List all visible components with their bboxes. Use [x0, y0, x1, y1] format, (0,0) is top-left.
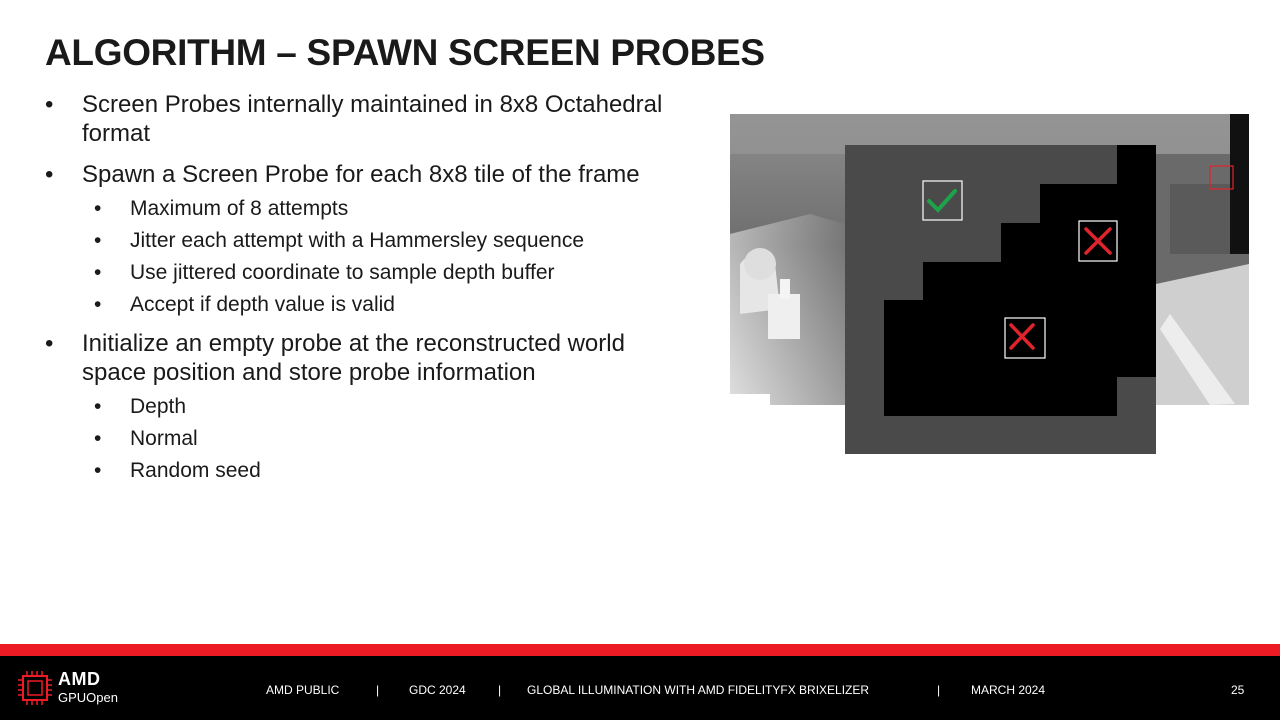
- bullet-dot: •: [94, 395, 102, 418]
- sub-bullet-item: [45, 260, 695, 285]
- sub-bullet-item: [45, 458, 695, 483]
- sub-bullet-text: Use jittered coordinate to sample depth buffer: [130, 261, 555, 284]
- bullet-text: Spawn a Screen Probe for each 8x8 tile of the frame: [82, 161, 640, 188]
- bullet-list: [45, 90, 695, 483]
- bullet-item: [45, 160, 695, 189]
- footer-separator: |: [376, 683, 380, 697]
- tile-grid-diagram: [845, 145, 1156, 454]
- footer-date: MARCH 2024: [971, 683, 1046, 697]
- footer-accent-bar: [0, 644, 1280, 656]
- footer-classification: AMD PUBLIC: [266, 683, 340, 697]
- logo-amd-text: AMD: [58, 669, 101, 689]
- sub-bullet-item: [45, 292, 695, 317]
- sub-bullet-text: Normal: [130, 427, 198, 450]
- footer-talk-title: GLOBAL ILLUMINATION WITH AMD FIDELITYFX BRIXELIZER: [527, 683, 870, 697]
- sub-bullet-text: Maximum of 8 attempts: [130, 197, 349, 220]
- sub-bullet-list: [45, 196, 695, 317]
- rejected-sample: [1005, 318, 1045, 358]
- bullet-dot: •: [94, 459, 102, 482]
- rejected-sample: [1079, 221, 1117, 261]
- sub-bullet-text: Accept if depth value is valid: [130, 293, 395, 316]
- sub-bullet-text: Jitter each attempt with a Hammersley sequence: [130, 229, 585, 252]
- footer: [0, 656, 1280, 720]
- bullet-dot: •: [94, 261, 102, 284]
- footer-event: GDC 2024: [409, 683, 466, 697]
- bullet-item: [45, 329, 695, 387]
- slide-title: ALGORITHM – SPAWN SCREEN PROBES: [45, 32, 765, 73]
- bullet-dot: •: [45, 161, 54, 188]
- page-number: 25: [1231, 683, 1245, 697]
- accepted-sample: [923, 181, 962, 220]
- bullet-dot: •: [94, 229, 102, 252]
- sub-bullet-item: [45, 196, 695, 221]
- bullet-dot: •: [94, 427, 102, 450]
- sub-bullet-item: [45, 394, 695, 419]
- bullet-text: Screen Probes internally maintained in 8x8 Octahedral format: [82, 91, 663, 147]
- bullet-text: Initialize an empty probe at the reconstructed world space position and store probe information: [82, 330, 625, 386]
- sub-bullet-list: [45, 394, 695, 483]
- footer-separator: |: [498, 683, 502, 697]
- amd-chip-logo-icon: [18, 671, 52, 705]
- sub-bullet-text: Random seed: [130, 459, 261, 482]
- bullet-item: [45, 90, 695, 148]
- bullet-dot: •: [94, 197, 102, 220]
- sub-bullet-item: [45, 426, 695, 451]
- bullet-dot: •: [94, 293, 102, 316]
- sub-bullet-text: Depth: [130, 395, 187, 418]
- bullet-dot: •: [45, 91, 54, 118]
- footer-separator: |: [937, 683, 941, 697]
- bullet-dot: •: [45, 330, 54, 357]
- sub-bullet-item: [45, 228, 695, 253]
- logo-gpuopen-text: GPUOpen: [58, 690, 118, 705]
